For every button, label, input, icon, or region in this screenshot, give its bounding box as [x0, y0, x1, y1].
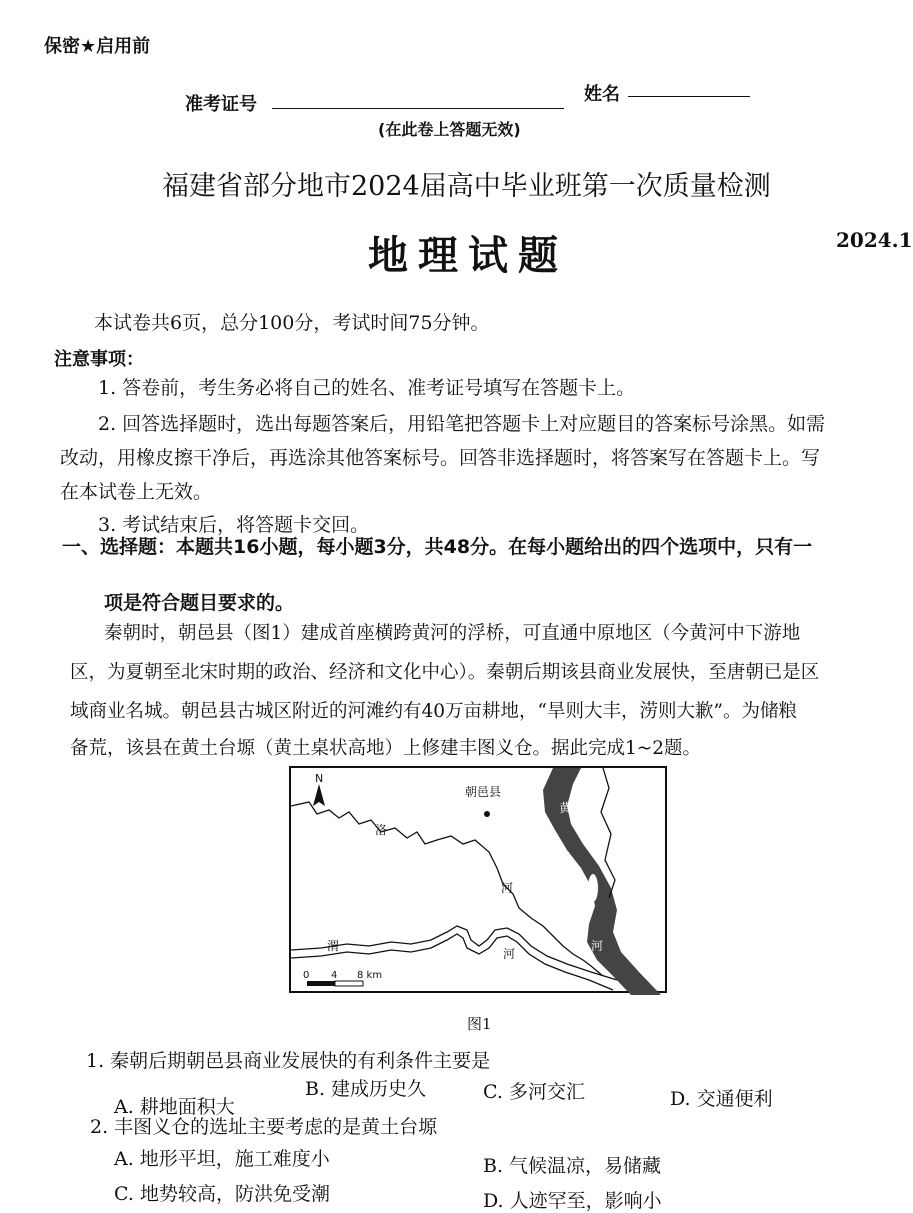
scale-4-label: 4: [331, 970, 338, 981]
luo-river-label-1: 洛: [375, 823, 388, 837]
exam-number-blank[interactable]: [272, 108, 564, 109]
exam-number-label: 准考证号: [185, 94, 257, 115]
wei-river-label-2: 河: [503, 947, 516, 961]
question-1-option-c: C. 多河交汇: [483, 1081, 585, 1103]
question-2-option-a: A. 地形平坦，施工难度小: [114, 1148, 330, 1170]
question-2-option-d: D. 人迹罕至，影响小: [483, 1190, 662, 1212]
wei-river-label-1: 渭: [327, 939, 340, 953]
note-item-2-line-1: 2. 回答选择题时，选出每题答案后，用铅笔把答题卡上对应题目的答案标号涂黑。如需: [98, 413, 826, 435]
section-heading-line-2: 项是符合题目要求的。: [104, 592, 295, 614]
scale-0-label: 0: [303, 970, 310, 981]
question-2-stem: 2. 丰图义仓的选址主要考虑的是黄土台塬: [90, 1116, 438, 1138]
exam-date: 2024.1: [836, 228, 913, 252]
scale-bar-dark: [307, 981, 335, 986]
question-1-stem: 1. 秦朝后期朝邑县商业发展快的有利条件主要是: [86, 1050, 491, 1072]
note-item-2-line-3: 在本试卷上无效。: [60, 481, 213, 503]
scale-8-label: 8 km: [357, 970, 383, 981]
invalid-note: (在此卷上答题无效): [378, 120, 521, 139]
intro-text: 本试卷共6页，总分100分，考试时间75分钟。: [94, 312, 490, 334]
figure-caption: 图1: [467, 1015, 492, 1033]
river-island: [588, 874, 598, 902]
question-1-option-d: D. 交通便利: [670, 1088, 773, 1110]
note-item-3: 3. 考试结束后，将答题卡交回。: [98, 514, 370, 536]
passage-line-3: 域商业名城。朝邑县古城区附近的河滩约有40万亩耕地，“旱则大丰，涝则大歉”。为储粮: [70, 701, 797, 722]
subject-title: 地理试题: [368, 233, 568, 279]
question-1-option-a: A. 耕地面积大: [114, 1096, 235, 1118]
yellow-river-label-2: 河: [591, 939, 604, 953]
note-item-2-line-2: 改动，用橡皮擦干净后，再选涂其他答案标号。回答非选择题时，将答案写在答题卡上。写: [60, 447, 821, 469]
notes-heading: 注意事项：: [54, 349, 144, 370]
name-blank[interactable]: [628, 96, 750, 97]
question-2-option-b: B. 气候温凉，易储藏: [483, 1155, 662, 1177]
passage-line-4: 备荒，该县在黄土台塬（黄土桌状高地）上修建丰图义仓。据此完成1~2题。: [70, 738, 702, 759]
note-item-1: 1. 答卷前，考生务必将自己的姓名、准考证号填写在答题卡上。: [98, 377, 636, 399]
north-arrow-icon: [313, 784, 325, 806]
passage-line-2: 区，为夏朝至北宋时期的政治、经济和文化中心）。秦朝后期该县商业发展快，至唐朝已是区: [70, 662, 820, 683]
yellow-river-label-1: 黄: [559, 801, 572, 815]
luo-river-label-2: 河: [501, 881, 514, 895]
name-label: 姓名: [584, 84, 620, 105]
figure-1-map: [289, 766, 667, 993]
question-1-option-b: B. 建成历史久: [305, 1078, 427, 1100]
passage-line-1: 秦朝时，朝邑县（图1）建成首座横跨黄河的浮桥，可直通中原地区（今黄河中下游地: [104, 623, 801, 644]
north-label: N: [315, 772, 324, 785]
question-2-option-c: C. 地势较高，防洪免受潮: [114, 1183, 330, 1205]
confidential-label: 保密★启用前: [44, 36, 151, 57]
map-drawing: [291, 768, 669, 995]
town-marker: [484, 811, 490, 817]
section-heading-line-1: 一、选择题：本题共16小题，每小题3分，共48分。在每小题给出的四个选项中，只有一: [62, 536, 813, 558]
exam-title: 福建省部分地市2024届高中毕业班第一次质量检测: [162, 171, 771, 202]
town-label: 朝邑县: [465, 785, 502, 799]
scale-bar-light: [335, 981, 363, 986]
